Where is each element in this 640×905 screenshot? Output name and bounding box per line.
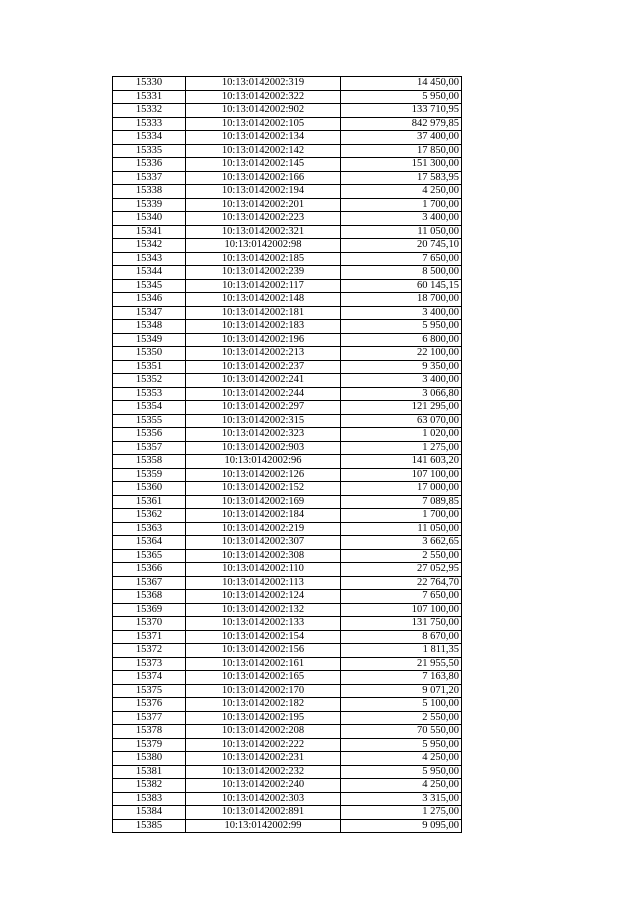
cadastral-value-cell: 21 955,50 — [341, 657, 462, 671]
row-number-cell: 15344 — [113, 266, 186, 280]
cadastral-number-cell: 10:13:0142002:201 — [186, 198, 341, 212]
cadastral-value-cell: 17 583,95 — [341, 171, 462, 185]
cadastral-number-cell: 10:13:0142002:134 — [186, 131, 341, 145]
cadastral-value-cell: 8 500,00 — [341, 266, 462, 280]
cadastral-value-cell: 63 070,00 — [341, 414, 462, 428]
cadastral-value-cell: 17 000,00 — [341, 482, 462, 496]
cadastral-value-cell: 5 950,00 — [341, 320, 462, 334]
row-number-cell: 15377 — [113, 711, 186, 725]
row-number-cell: 15347 — [113, 306, 186, 320]
cadastral-value-cell: 37 400,00 — [341, 131, 462, 145]
cadastral-value-cell: 6 800,00 — [341, 333, 462, 347]
table-row — [113, 198, 462, 212]
row-number-cell: 15374 — [113, 671, 186, 685]
cadastral-number-cell: 10:13:0142002:240 — [186, 779, 341, 793]
cadastral-number-cell: 10:13:0142002:105 — [186, 117, 341, 131]
cadastral-value-cell: 3 066,80 — [341, 387, 462, 401]
cadastral-number-cell: 10:13:0142002:154 — [186, 630, 341, 644]
cadastral-number-cell: 10:13:0142002:307 — [186, 536, 341, 550]
cadastral-value-cell: 9 350,00 — [341, 360, 462, 374]
table-row — [113, 401, 462, 415]
cadastral-value-cell: 4 250,00 — [341, 752, 462, 766]
cadastral-value-cell: 70 550,00 — [341, 725, 462, 739]
cadastral-number-cell: 10:13:0142002:169 — [186, 495, 341, 509]
table-row — [113, 104, 462, 118]
row-number-cell: 15350 — [113, 347, 186, 361]
cadastral-number-cell: 10:13:0142002:98 — [186, 239, 341, 253]
cadastral-value-cell: 11 050,00 — [341, 225, 462, 239]
cadastral-number-cell: 10:13:0142002:903 — [186, 441, 341, 455]
cadastral-number-cell: 10:13:0142002:148 — [186, 293, 341, 307]
table-row — [113, 414, 462, 428]
row-number-cell: 15335 — [113, 144, 186, 158]
cadastral-value-cell: 9 071,20 — [341, 684, 462, 698]
row-number-cell: 15367 — [113, 576, 186, 590]
cadastral-value-cell: 107 100,00 — [341, 603, 462, 617]
table-row — [113, 387, 462, 401]
cadastral-value-cell: 2 550,00 — [341, 711, 462, 725]
row-number-cell: 15348 — [113, 320, 186, 334]
cadastral-number-cell: 10:13:0142002:96 — [186, 455, 341, 469]
row-number-cell: 15371 — [113, 630, 186, 644]
cadastral-value-cell: 60 145,15 — [341, 279, 462, 293]
cadastral-value-cell: 7 650,00 — [341, 252, 462, 266]
row-number-cell: 15359 — [113, 468, 186, 482]
table-row — [113, 603, 462, 617]
table-row — [113, 738, 462, 752]
row-number-cell: 15366 — [113, 563, 186, 577]
cadastral-number-cell: 10:13:0142002:170 — [186, 684, 341, 698]
table-row — [113, 347, 462, 361]
table-row — [113, 752, 462, 766]
cadastral-value-cell: 7 163,80 — [341, 671, 462, 685]
cadastral-number-cell: 10:13:0142002:152 — [186, 482, 341, 496]
table-row — [113, 212, 462, 226]
row-number-cell: 15353 — [113, 387, 186, 401]
table-row — [113, 495, 462, 509]
row-number-cell: 15351 — [113, 360, 186, 374]
table-row — [113, 117, 462, 131]
row-number-cell: 15340 — [113, 212, 186, 226]
cadastral-number-cell: 10:13:0142002:145 — [186, 158, 341, 172]
cadastral-value-cell: 3 400,00 — [341, 212, 462, 226]
cadastral-number-cell: 10:13:0142002:208 — [186, 725, 341, 739]
cadastral-value-cell: 18 700,00 — [341, 293, 462, 307]
table-row — [113, 158, 462, 172]
cadastral-value-cell: 5 950,00 — [341, 738, 462, 752]
row-number-cell: 15361 — [113, 495, 186, 509]
table-row — [113, 185, 462, 199]
table-row — [113, 333, 462, 347]
row-number-cell: 15346 — [113, 293, 186, 307]
row-number-cell: 15341 — [113, 225, 186, 239]
table-row — [113, 360, 462, 374]
cadastral-value-cell: 3 400,00 — [341, 374, 462, 388]
row-number-cell: 15355 — [113, 414, 186, 428]
cadastral-number-cell: 10:13:0142002:891 — [186, 806, 341, 820]
table-row — [113, 90, 462, 104]
cadastral-number-cell: 10:13:0142002:231 — [186, 752, 341, 766]
table-row — [113, 428, 462, 442]
cadastral-value-cell: 107 100,00 — [341, 468, 462, 482]
table-row — [113, 779, 462, 793]
cadastral-value-cell: 27 052,95 — [341, 563, 462, 577]
row-number-cell: 15354 — [113, 401, 186, 415]
row-number-cell: 15365 — [113, 549, 186, 563]
cadastral-value-cell: 1 700,00 — [341, 509, 462, 523]
cadastral-value-cell: 133 710,95 — [341, 104, 462, 118]
cadastral-value-cell: 8 670,00 — [341, 630, 462, 644]
table-row — [113, 630, 462, 644]
row-number-cell: 15336 — [113, 158, 186, 172]
table-row — [113, 482, 462, 496]
cadastral-number-cell: 10:13:0142002:237 — [186, 360, 341, 374]
row-number-cell: 15369 — [113, 603, 186, 617]
table-row — [113, 455, 462, 469]
cadastral-number-cell: 10:13:0142002:124 — [186, 590, 341, 604]
table-row — [113, 171, 462, 185]
cadastral-value-table — [112, 76, 462, 833]
row-number-cell: 15382 — [113, 779, 186, 793]
row-number-cell: 15337 — [113, 171, 186, 185]
table-row — [113, 293, 462, 307]
cadastral-value-cell: 842 979,85 — [341, 117, 462, 131]
cadastral-value-cell: 1 275,00 — [341, 441, 462, 455]
table-row — [113, 468, 462, 482]
cadastral-value-cell: 3 315,00 — [341, 792, 462, 806]
cadastral-number-cell: 10:13:0142002:142 — [186, 144, 341, 158]
row-number-cell: 15363 — [113, 522, 186, 536]
cadastral-number-cell: 10:13:0142002:181 — [186, 306, 341, 320]
cadastral-number-cell: 10:13:0142002:185 — [186, 252, 341, 266]
cadastral-value-cell: 121 295,00 — [341, 401, 462, 415]
table-row — [113, 617, 462, 631]
cadastral-value-cell: 1 020,00 — [341, 428, 462, 442]
cadastral-number-cell: 10:13:0142002:219 — [186, 522, 341, 536]
cadastral-number-cell: 10:13:0142002:126 — [186, 468, 341, 482]
table-row — [113, 711, 462, 725]
cadastral-number-cell: 10:13:0142002:303 — [186, 792, 341, 806]
cadastral-number-cell: 10:13:0142002:133 — [186, 617, 341, 631]
table-row — [113, 698, 462, 712]
table-row — [113, 320, 462, 334]
cadastral-value-cell: 11 050,00 — [341, 522, 462, 536]
table-row — [113, 279, 462, 293]
row-number-cell: 15338 — [113, 185, 186, 199]
table-row — [113, 536, 462, 550]
table-row — [113, 131, 462, 145]
table-row — [113, 644, 462, 658]
cadastral-number-cell: 10:13:0142002:241 — [186, 374, 341, 388]
table-row — [113, 576, 462, 590]
table-row — [113, 819, 462, 833]
cadastral-value-cell: 4 250,00 — [341, 185, 462, 199]
row-number-cell: 15331 — [113, 90, 186, 104]
row-number-cell: 15378 — [113, 725, 186, 739]
row-number-cell: 15362 — [113, 509, 186, 523]
cadastral-value-cell: 4 250,00 — [341, 779, 462, 793]
cadastral-number-cell: 10:13:0142002:315 — [186, 414, 341, 428]
table-row — [113, 144, 462, 158]
table-row — [113, 225, 462, 239]
cadastral-value-cell: 3 662,65 — [341, 536, 462, 550]
row-number-cell: 15352 — [113, 374, 186, 388]
row-number-cell: 15384 — [113, 806, 186, 820]
cadastral-number-cell: 10:13:0142002:319 — [186, 77, 341, 91]
table-row — [113, 806, 462, 820]
cadastral-number-cell: 10:13:0142002:222 — [186, 738, 341, 752]
row-number-cell: 15342 — [113, 239, 186, 253]
cadastral-value-cell: 2 550,00 — [341, 549, 462, 563]
cadastral-number-cell: 10:13:0142002:196 — [186, 333, 341, 347]
table-body — [113, 77, 462, 833]
row-number-cell: 15339 — [113, 198, 186, 212]
row-number-cell: 15330 — [113, 77, 186, 91]
row-number-cell: 15358 — [113, 455, 186, 469]
cadastral-number-cell: 10:13:0142002:239 — [186, 266, 341, 280]
table-row — [113, 792, 462, 806]
cadastral-number-cell: 10:13:0142002:244 — [186, 387, 341, 401]
table-row — [113, 671, 462, 685]
cadastral-value-cell: 5 950,00 — [341, 90, 462, 104]
row-number-cell: 15375 — [113, 684, 186, 698]
cadastral-number-cell: 10:13:0142002:184 — [186, 509, 341, 523]
cadastral-number-cell: 10:13:0142002:117 — [186, 279, 341, 293]
cadastral-number-cell: 10:13:0142002:132 — [186, 603, 341, 617]
table-row — [113, 306, 462, 320]
table-row — [113, 684, 462, 698]
cadastral-number-cell: 10:13:0142002:182 — [186, 698, 341, 712]
row-number-cell: 15360 — [113, 482, 186, 496]
table-row — [113, 441, 462, 455]
table-row — [113, 77, 462, 91]
cadastral-number-cell: 10:13:0142002:321 — [186, 225, 341, 239]
cadastral-value-cell: 151 300,00 — [341, 158, 462, 172]
cadastral-number-cell: 10:13:0142002:195 — [186, 711, 341, 725]
cadastral-value-cell: 5 950,00 — [341, 765, 462, 779]
row-number-cell: 15364 — [113, 536, 186, 550]
table-row — [113, 657, 462, 671]
cadastral-value-cell: 3 400,00 — [341, 306, 462, 320]
cadastral-number-cell: 10:13:0142002:232 — [186, 765, 341, 779]
table-row — [113, 725, 462, 739]
row-number-cell: 15381 — [113, 765, 186, 779]
row-number-cell: 15356 — [113, 428, 186, 442]
cadastral-number-cell: 10:13:0142002:308 — [186, 549, 341, 563]
cadastral-value-cell: 141 603,20 — [341, 455, 462, 469]
row-number-cell: 15332 — [113, 104, 186, 118]
table-row — [113, 509, 462, 523]
table-row — [113, 374, 462, 388]
cadastral-number-cell: 10:13:0142002:165 — [186, 671, 341, 685]
cadastral-value-cell: 9 095,00 — [341, 819, 462, 833]
table-row — [113, 522, 462, 536]
table-row — [113, 252, 462, 266]
cadastral-number-cell: 10:13:0142002:297 — [186, 401, 341, 415]
cadastral-number-cell: 10:13:0142002:110 — [186, 563, 341, 577]
cadastral-value-cell: 20 745,10 — [341, 239, 462, 253]
row-number-cell: 15372 — [113, 644, 186, 658]
cadastral-number-cell: 10:13:0142002:322 — [186, 90, 341, 104]
row-number-cell: 15376 — [113, 698, 186, 712]
cadastral-number-cell: 10:13:0142002:183 — [186, 320, 341, 334]
table-row — [113, 549, 462, 563]
row-number-cell: 15379 — [113, 738, 186, 752]
table-row — [113, 590, 462, 604]
row-number-cell: 15333 — [113, 117, 186, 131]
cadastral-number-cell: 10:13:0142002:213 — [186, 347, 341, 361]
cadastral-value-cell: 1 811,35 — [341, 644, 462, 658]
table-row — [113, 239, 462, 253]
cadastral-value-cell: 14 450,00 — [341, 77, 462, 91]
row-number-cell: 15357 — [113, 441, 186, 455]
cadastral-value-cell: 5 100,00 — [341, 698, 462, 712]
cadastral-number-cell: 10:13:0142002:194 — [186, 185, 341, 199]
cadastral-value-cell: 17 850,00 — [341, 144, 462, 158]
row-number-cell: 15385 — [113, 819, 186, 833]
table-row — [113, 563, 462, 577]
row-number-cell: 15345 — [113, 279, 186, 293]
cadastral-value-cell: 131 750,00 — [341, 617, 462, 631]
cadastral-value-cell: 7 089,85 — [341, 495, 462, 509]
cadastral-value-cell: 22 100,00 — [341, 347, 462, 361]
cadastral-value-cell: 1 700,00 — [341, 198, 462, 212]
cadastral-value-cell: 7 650,00 — [341, 590, 462, 604]
cadastral-value-cell: 22 764,70 — [341, 576, 462, 590]
row-number-cell: 15343 — [113, 252, 186, 266]
cadastral-number-cell: 10:13:0142002:113 — [186, 576, 341, 590]
row-number-cell: 15349 — [113, 333, 186, 347]
cadastral-number-cell: 10:13:0142002:323 — [186, 428, 341, 442]
cadastral-number-cell: 10:13:0142002:99 — [186, 819, 341, 833]
row-number-cell: 15380 — [113, 752, 186, 766]
cadastral-number-cell: 10:13:0142002:166 — [186, 171, 341, 185]
table-row — [113, 266, 462, 280]
cadastral-number-cell: 10:13:0142002:161 — [186, 657, 341, 671]
row-number-cell: 15383 — [113, 792, 186, 806]
row-number-cell: 15368 — [113, 590, 186, 604]
table-row — [113, 765, 462, 779]
cadastral-number-cell: 10:13:0142002:902 — [186, 104, 341, 118]
row-number-cell: 15334 — [113, 131, 186, 145]
row-number-cell: 15370 — [113, 617, 186, 631]
cadastral-number-cell: 10:13:0142002:156 — [186, 644, 341, 658]
cadastral-number-cell: 10:13:0142002:223 — [186, 212, 341, 226]
cadastral-value-cell: 1 275,00 — [341, 806, 462, 820]
row-number-cell: 15373 — [113, 657, 186, 671]
